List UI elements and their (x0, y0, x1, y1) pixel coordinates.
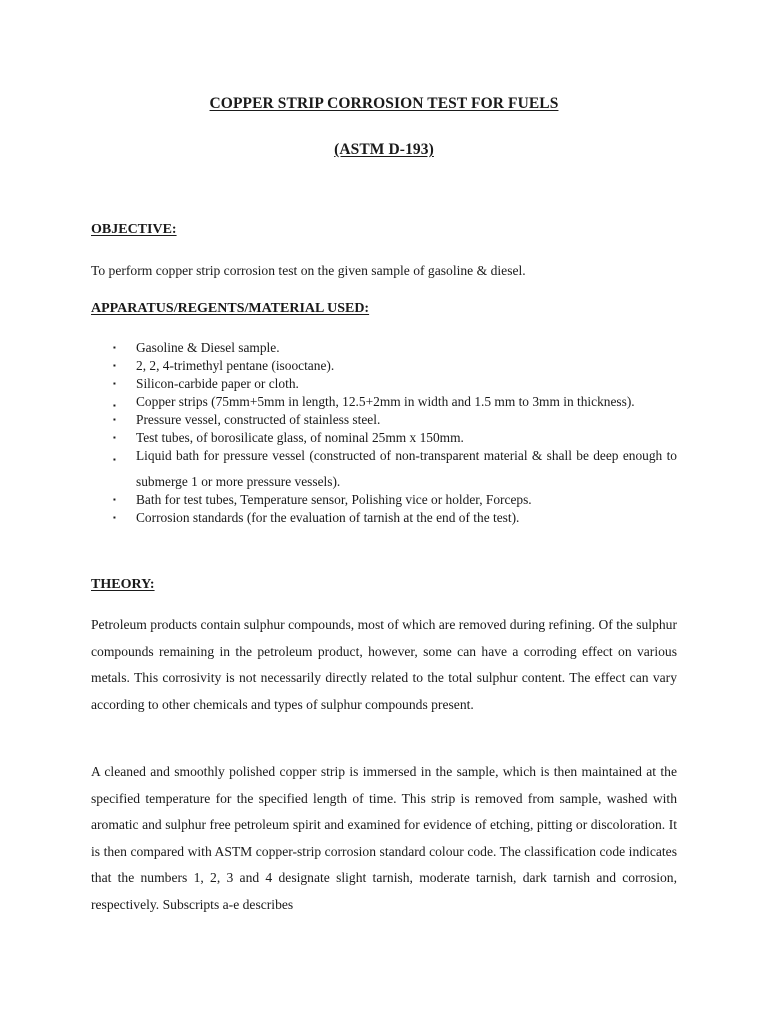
bullet-icon: ▪ (113, 513, 116, 522)
list-item (91, 339, 677, 357)
list-item-text: Test tubes, of borosilicate glass, of nominal 25mm x 150mm. (136, 430, 464, 445)
list-item (91, 491, 677, 509)
bullet-icon: ▪ (113, 379, 116, 388)
list-item-text: Bath for test tubes, Temperature sensor, Polishing vice or holder, Forceps. (136, 492, 532, 507)
list-item-text: Liquid bath for pressure vessel (constructed of non-transparent material & shall be deep enough to submerge 1 or more pressure vessels). (136, 448, 677, 489)
list-item-text: Silicon-carbide paper or cloth. (136, 376, 299, 391)
list-item-text: Pressure vessel, constructed of stainless steel. (136, 412, 381, 427)
list-item (91, 443, 677, 495)
apparatus-list (91, 339, 677, 527)
theory-paragraph: A cleaned and smoothly polished copper strip is immersed in the sample, which is then maintained at the specified temperature for the specified length of time. This strip is removed from sample, washed with aromatic and sulphur free petroleum spirit and examined for evidence of etching, pitting or discoloration. It is then compared with ASTM copper-strip corrosion standard colour code. The classification code indicates that the numbers 1, 2, 3 and 4 designate slight tarnish, moderate tarnish, dark tarnish and corrosion, respectively. Subscripts a-e describes (91, 764, 677, 912)
bullet-icon: ▪ (113, 455, 116, 464)
theory-paragraph: Petroleum products contain sulphur compounds, most of which are removed during refining. Of the sulphur compounds remaining in the petroleum product, however, some can have a corroding effect on various metals. This corrosivity is not necessarily directly related to the total sulphur content. The effect can vary according to other chemicals and types of sulphur compounds present. (91, 617, 677, 712)
objective-text: To perform copper strip corrosion test on the given sample of gasoline & diesel. (91, 263, 526, 278)
apparatus-heading: APPARATUS/REGENTS/MATERIAL USED: (91, 301, 370, 316)
list-item (91, 509, 677, 527)
list-item-text: Copper strips (75mm+5mm in length, 12.5+2mm in width and 1.5 mm to 3mm in thickness). (136, 394, 635, 409)
objective-heading: OBJECTIVE: (91, 222, 177, 237)
list-item (91, 357, 677, 375)
list-item-text: 2, 2, 4-trimethyl pentane (isooctane). (136, 358, 335, 373)
document-title: COPPER STRIP CORROSION TEST FOR FUELS (209, 95, 559, 112)
list-item-text: Corrosion standards (for the evaluation of tarnish at the end of the test). (136, 510, 520, 525)
bullet-icon: ▪ (113, 495, 116, 504)
document-subtitle: (ASTM D-193) (334, 141, 434, 158)
bullet-icon: ▪ (113, 401, 116, 410)
bullet-icon: ▪ (113, 415, 116, 424)
bullet-icon: ▪ (113, 343, 116, 352)
bullet-icon: ▪ (113, 361, 116, 370)
list-item-text: Gasoline & Diesel sample. (136, 340, 280, 355)
list-item (91, 411, 677, 429)
theory-heading: THEORY: (91, 577, 155, 592)
bullet-icon: ▪ (113, 433, 116, 442)
